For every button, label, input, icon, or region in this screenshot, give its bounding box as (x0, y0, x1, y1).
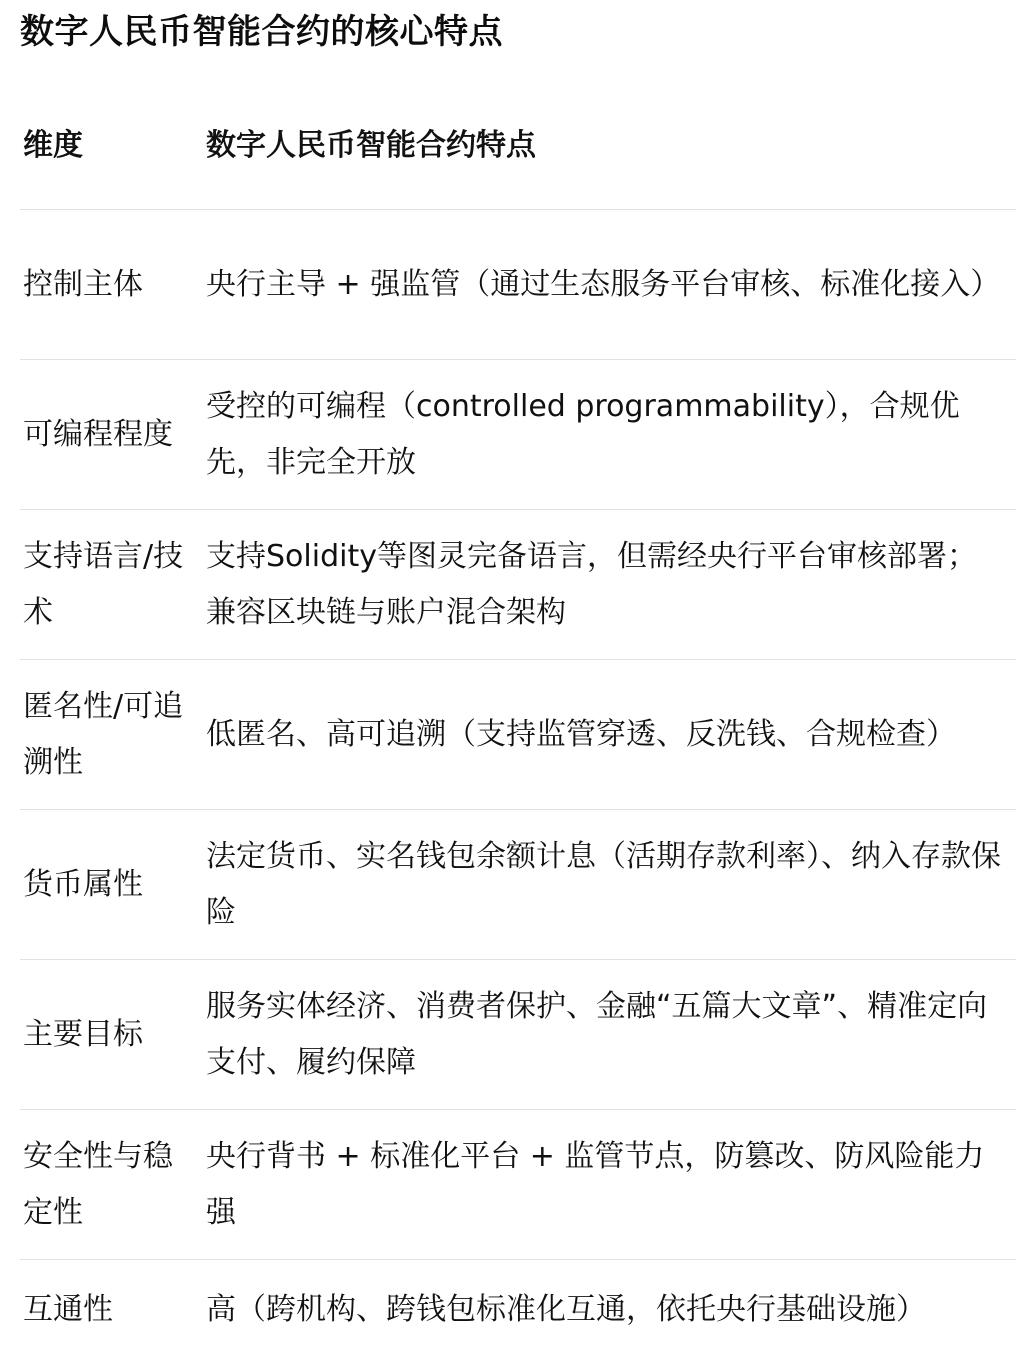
dimension-cell: 可编程程度 (23, 416, 173, 452)
feature-cell: 服务实体经济、消费者保护、金融“五篇大文章”、精准定向支付、履约保障 (206, 988, 988, 1080)
table-row (20, 810, 1016, 960)
dimension-cell: 互通性 (23, 1292, 113, 1327)
feature-cell: 央行主导 + 强监管（通过生态服务平台审核、标准化接入） (206, 266, 1001, 302)
table-header-row (20, 104, 1016, 210)
table-row (20, 960, 1016, 1110)
dimension-cell: 货币属性 (23, 866, 143, 902)
feature-cell: 高（跨机构、跨钱包标准化互通，依托央行基础设施） (206, 1292, 926, 1327)
dimension-cell: 主要目标 (23, 1016, 143, 1052)
feature-cell: 支持Solidity等图灵完备语言，但需经央行平台审核部署；兼容区块链与账户混合架构 (206, 538, 977, 630)
table-row (20, 510, 1016, 660)
feature-cell: 低匿名、高可追溯（支持监管穿透、反洗钱、合规检查） (206, 716, 956, 752)
header-feature: 数字人民币智能合约特点 (206, 128, 536, 163)
header-dimension: 维度 (23, 128, 83, 163)
table-row (20, 360, 1016, 510)
feature-table (20, 104, 1016, 1360)
dimension-cell: 安全性与稳定性 (23, 1138, 173, 1230)
feature-cell: 央行背书 + 标准化平台 + 监管节点，防篡改、防风险能力强 (206, 1138, 985, 1230)
table-row (20, 210, 1016, 360)
feature-cell: 法定货币、实名钱包余额计息（活期存款利率）、纳入存款保险 (206, 838, 1001, 930)
table-row (20, 1260, 1016, 1360)
page-title: 数字人民币智能合约的核心特点 (20, 12, 503, 52)
dimension-cell: 支持语言/技术 (23, 538, 184, 630)
feature-cell: 受控的可编程（controlled programmability），合规优先，非完全开放 (206, 388, 960, 480)
dimension-cell: 控制主体 (23, 266, 143, 302)
dimension-cell: 匿名性/可追溯性 (23, 688, 184, 780)
table-row (20, 660, 1016, 810)
table-row (20, 1110, 1016, 1260)
